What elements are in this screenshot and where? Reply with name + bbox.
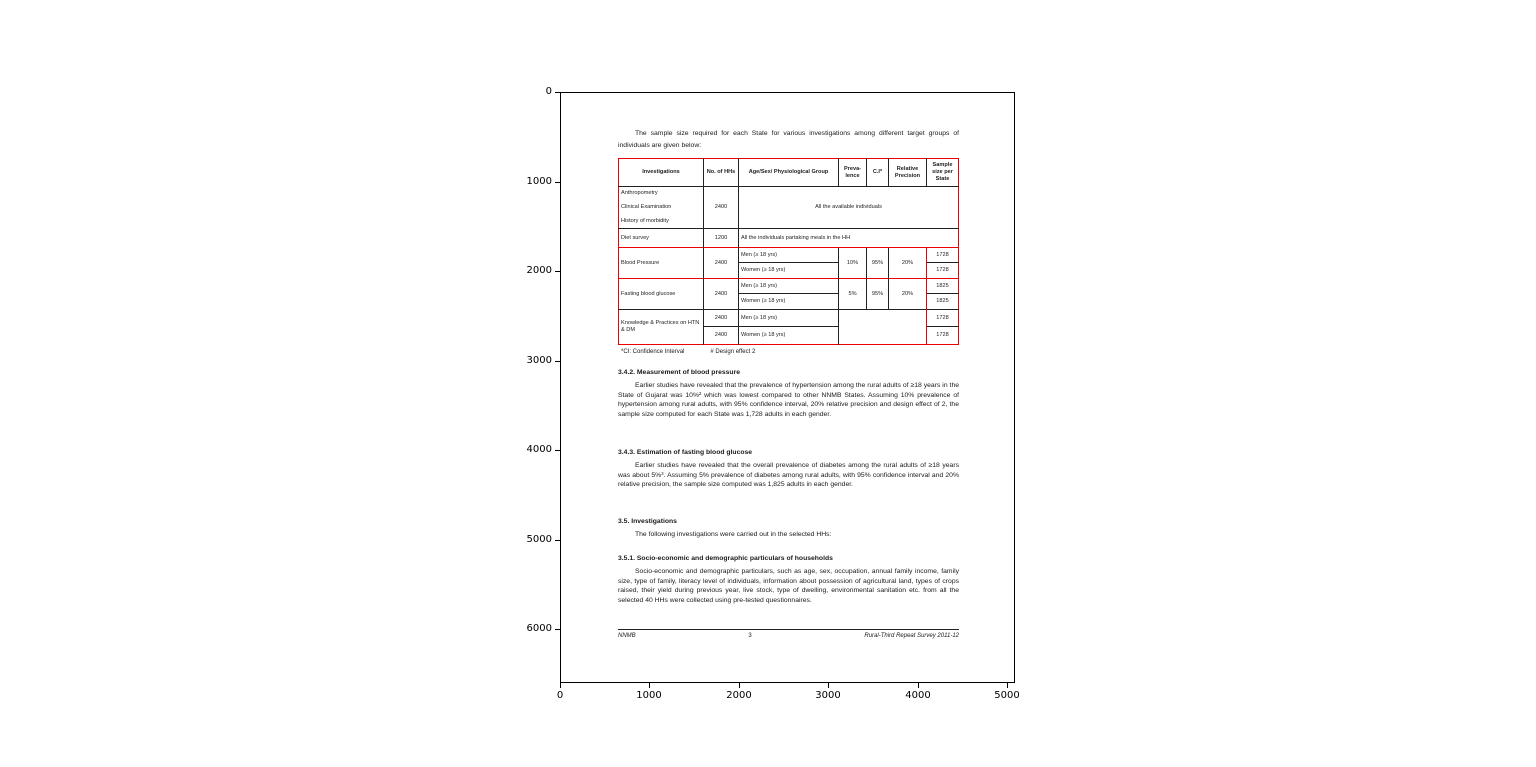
table-header-row (619, 159, 959, 187)
x-tick-mark (649, 683, 650, 688)
header-investigations: Investigations (619, 159, 704, 187)
cell-blood-pressure: Blood Pressure (619, 248, 704, 279)
cell-men: Men (≥ 18 yrs) (739, 310, 839, 327)
cell-women: Women (≥ 18 yrs) (739, 294, 839, 310)
y-tick-label-0: 0 (545, 86, 552, 97)
x-tick-mark (739, 683, 740, 688)
cell-women: Women (≥ 18 yrs) (739, 263, 839, 279)
intro-paragraph: The sample size required for each State for various investigations among different target groups of individuals are given below: (618, 130, 959, 149)
cell-empty (704, 187, 739, 201)
y-tick-label-6: 6000 (526, 623, 552, 634)
table-row (619, 310, 959, 327)
page-footer (618, 633, 959, 639)
cell-men: Men (≥ 18 yrs) (739, 279, 839, 294)
footer-rule (618, 629, 959, 630)
x-tick-mark (918, 683, 919, 688)
x-tick-mark (1007, 683, 1008, 688)
y-tick-label-5: 5000 (526, 534, 552, 545)
table-row (619, 187, 959, 201)
document-page (561, 93, 1014, 682)
x-tick-label-3: 3000 (815, 690, 841, 701)
cell-precision: 20% (889, 279, 927, 310)
table-row (619, 279, 959, 294)
footnote-ci: *CI: Confidence Interval (621, 349, 685, 355)
footer-right: Rural-Third Repeat Survey 2011-12 (864, 633, 959, 639)
y-tick-label-1: 1000 (526, 176, 552, 187)
cell-history-morbidity: History of morbidity (621, 217, 669, 224)
cell-anthropometry: Anthropometry (621, 190, 658, 197)
cell-hhs: 2400 (704, 327, 739, 345)
cell-sample-size: 1728 (927, 263, 959, 279)
plot-area (560, 92, 1015, 683)
cell-women: Women (≥ 18 yrs) (739, 327, 839, 345)
cell-sample-size: 1825 (927, 279, 959, 294)
header-age-sex-group: Age/Sex/ Physiological Group (739, 159, 839, 187)
table-row (619, 248, 959, 263)
section-body-3-4-3: Earlier studies have revealed that the overall prevalence of diabetes among the rural adults of ≥18 years was about 5%³. Assuming 5% prevalence of diabetes among rural adults, with 95% confidence interval and 20% relative precision, the sample size computed was 1,825 adults in each gender. (618, 462, 959, 489)
cell-clinical-examination: Clinical Examination (621, 204, 672, 211)
cell-knowledge-practices: Knowledge & Practices on HTN & DM (619, 310, 704, 345)
cell-men: Men (≥ 18 yrs) (739, 248, 839, 263)
cell-hhs: 2400 (704, 279, 739, 310)
section-heading-3-4-3: 3.4.3. Estimation of fasting blood glucose (618, 449, 753, 456)
section-body-3-5-1: Socio-economic and demographic particulars, such as age, sex, occupation, annual family income, family size, type of family, literacy level of individuals, information about possession of agricultural land, types of crops raised, their yield during previous year, live stock, type of dwelling, environmental sanitation etc. from all the selected 40 HHs were collected using pre-tested questionnaires. (618, 568, 959, 604)
header-no-of-hhs: No. of HHs (704, 159, 739, 187)
x-tick-label-4: 4000 (905, 690, 931, 701)
cell-diet-survey: Diet survey (619, 229, 704, 248)
cell-empty (839, 310, 927, 345)
x-tick-label-0: 0 (556, 690, 564, 701)
cell-sample-size: 1728 (927, 310, 959, 327)
x-tick-label-1: 1000 (636, 690, 662, 701)
cell-diet-note: All the individuals partaking meals in the HH (739, 229, 959, 248)
cell-hhs: 1200 (704, 229, 739, 248)
header-prevalence: Preva- lence (839, 159, 867, 187)
footer-left: NNMB (618, 633, 636, 639)
y-tick-label-4: 4000 (526, 444, 552, 455)
header-sample-size: Sample size per State (927, 159, 959, 187)
header-ci: C.I* (867, 159, 889, 187)
x-tick-mark (828, 683, 829, 688)
x-tick-label-5: 5000 (994, 690, 1020, 701)
cell-prevalence: 10% (839, 248, 867, 279)
cell-ci: 95% (867, 279, 889, 310)
section-heading-3-5-1: 3.5.1. Socio-economic and demographic particulars of households (618, 555, 833, 562)
section-body-3-5: The following investigations were carried out in the selected HHs: (635, 531, 832, 538)
cell-hhs: 2400 (704, 201, 739, 215)
cell-ci: 95% (867, 248, 889, 279)
section-heading-3-4-2: 3.4.2. Measurement of blood pressure (618, 369, 741, 376)
section-heading-3-5: 3.5. Investigations (618, 518, 677, 525)
section-body-3-4-2: Earlier studies have revealed that the prevalence of hypertension among the rural adults of ≥18 years in the State of Gujarat was 10%² which was lowest compared to other NNMB States. Assuming 10% prevalence of hypertension among rural adults, with 95% confidence interval, 20% relative precision and design effect of 2, the sample size computed for each State was 1,728 adults in each gender. (618, 382, 959, 418)
y-tick-label-2: 2000 (526, 265, 552, 276)
cell-prevalence: 5% (839, 279, 867, 310)
x-tick-mark (560, 683, 561, 688)
cell-hhs: 2400 (704, 310, 739, 327)
cell-sample-size: 1728 (927, 248, 959, 263)
footnote-design-effect: # Design effect 2 (710, 349, 756, 355)
sample-size-table (618, 158, 959, 345)
table-row (619, 229, 959, 248)
cell-sample-size: 1728 (927, 327, 959, 345)
cell-precision: 20% (889, 248, 927, 279)
table-footnote (621, 349, 781, 355)
cell-sample-size: 1825 (927, 294, 959, 310)
cell-empty (704, 215, 739, 229)
cell-all-available: All the available individuals (739, 187, 959, 229)
header-relative-precision: Relative Precision (889, 159, 927, 187)
y-tick-label-3: 3000 (526, 355, 552, 366)
cell-fasting-blood-glucose: Fasting blood glucose (619, 279, 704, 310)
cell-hhs: 2400 (704, 248, 739, 279)
footer-page-number: 3 (748, 633, 752, 639)
x-tick-label-2: 2000 (726, 690, 752, 701)
